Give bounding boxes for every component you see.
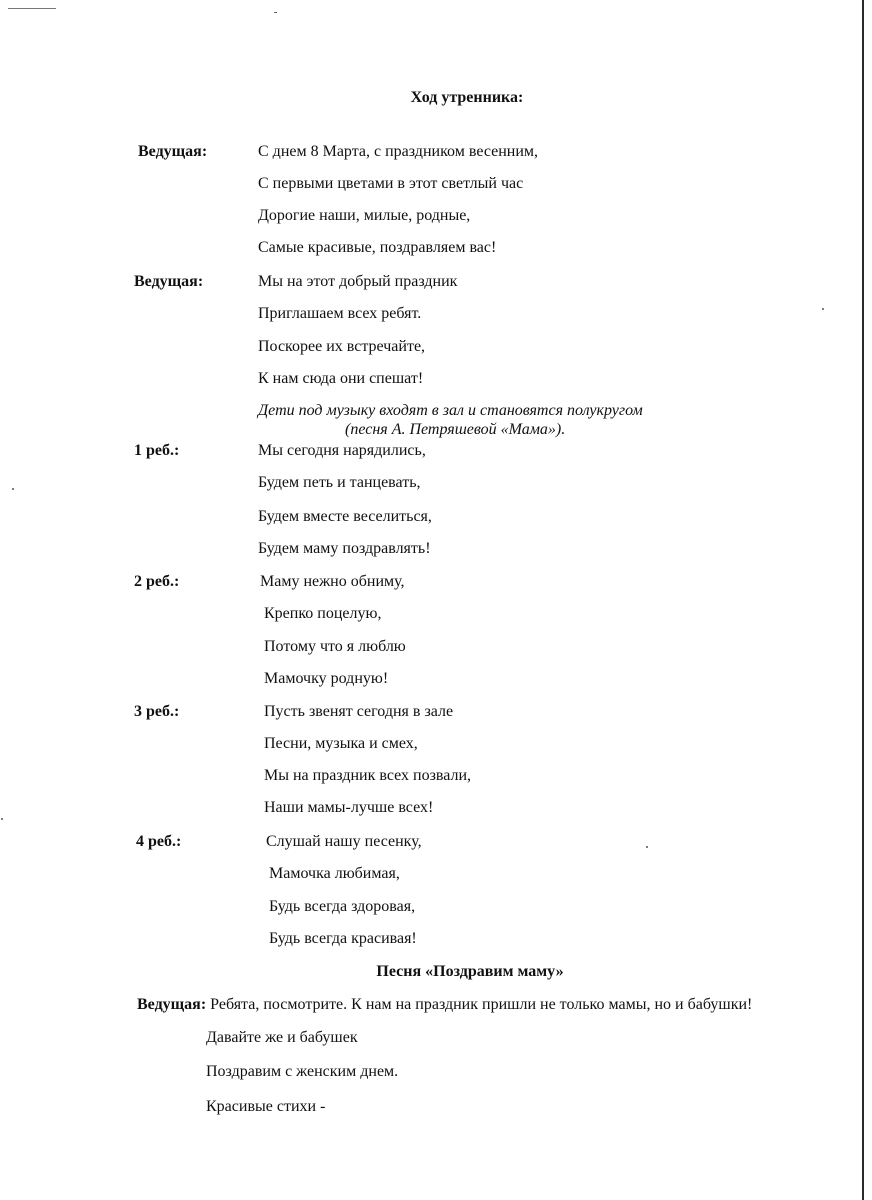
verse-line: Пусть звенят сегодня в зале [264, 703, 454, 720]
scan-speck [12, 488, 14, 490]
verse-line: Наши мамы-лучше всех! [264, 799, 434, 816]
verse-line: Мамочку родную! [264, 670, 389, 687]
speaker-label: Ведущая: [137, 996, 207, 1013]
verse-line: Слушай нашу песенку, [266, 833, 422, 850]
speaker-label: 4 реб.: [136, 833, 182, 850]
final-paragraph [137, 995, 752, 1015]
stage-direction: Дети под музыку входят в зал и становятся полукругом [258, 402, 643, 419]
verse-line: Поскорее их встречайте, [258, 338, 426, 355]
verse-line: Приглашаем всех ребят. [258, 305, 422, 322]
verse-line: Дорогие наши, милые, родные, [258, 207, 471, 224]
verse-line: Будем петь и танцевать, [258, 474, 421, 491]
verse-line: Будь всегда красивая! [269, 930, 417, 947]
verse-line: Поздравим с женским днем. [206, 1063, 399, 1080]
scan-artifact-line [8, 8, 56, 9]
verse-line: Мы сегодня нарядились, [258, 442, 426, 459]
stage-direction: (песня А. Петряшевой «Мама»). [345, 421, 566, 438]
scan-speck [1, 818, 3, 820]
verse-line: С днем 8 Марта, с праздником весенним, [258, 143, 539, 160]
verse-line: Маму нежно обниму, [260, 573, 405, 590]
scan-speck [646, 846, 648, 848]
page-title: Ход утренника: [410, 89, 524, 106]
speaker-label: 2 реб.: [134, 573, 180, 590]
speaker-label: Ведущая: [138, 143, 208, 160]
speaker-label: 1 реб.: [134, 442, 180, 459]
verse-line: Будем вместе веселиться, [258, 508, 432, 525]
verse-line: Самые красивые, поздравляем вас! [258, 239, 497, 256]
verse-line: Будь всегда здоровая, [269, 898, 416, 915]
song-title: Песня «Поздравим маму» [376, 963, 564, 980]
verse-line: Красивые стихи - [206, 1098, 326, 1115]
speaker-label: Ведущая: [134, 273, 204, 290]
verse-line: Мамочка любимая, [269, 865, 400, 882]
verse-line: Давайте же и бабушек [206, 1029, 358, 1046]
verse-line: Будем маму поздравлять! [258, 540, 431, 557]
verse-line: Ребята, посмотрите. К нам на праздник пришли не только мамы, но и бабушки! [210, 996, 753, 1013]
scan-edge [862, 0, 864, 1200]
verse-line: Крепко поцелую, [264, 605, 382, 622]
verse-line: К нам сюда они спешат! [258, 370, 424, 387]
verse-line: Потому что я люблю [264, 638, 406, 655]
verse-line: Песни, музыка и смех, [264, 735, 418, 752]
verse-line: Мы на этот добрый праздник [258, 273, 458, 290]
scan-speck [274, 12, 277, 13]
scan-speck [822, 308, 824, 310]
verse-line: Мы на праздник всех позвали, [264, 767, 472, 784]
verse-line: С первыми цветами в этот светлый час [258, 175, 524, 192]
speaker-label: 3 реб.: [134, 703, 180, 720]
